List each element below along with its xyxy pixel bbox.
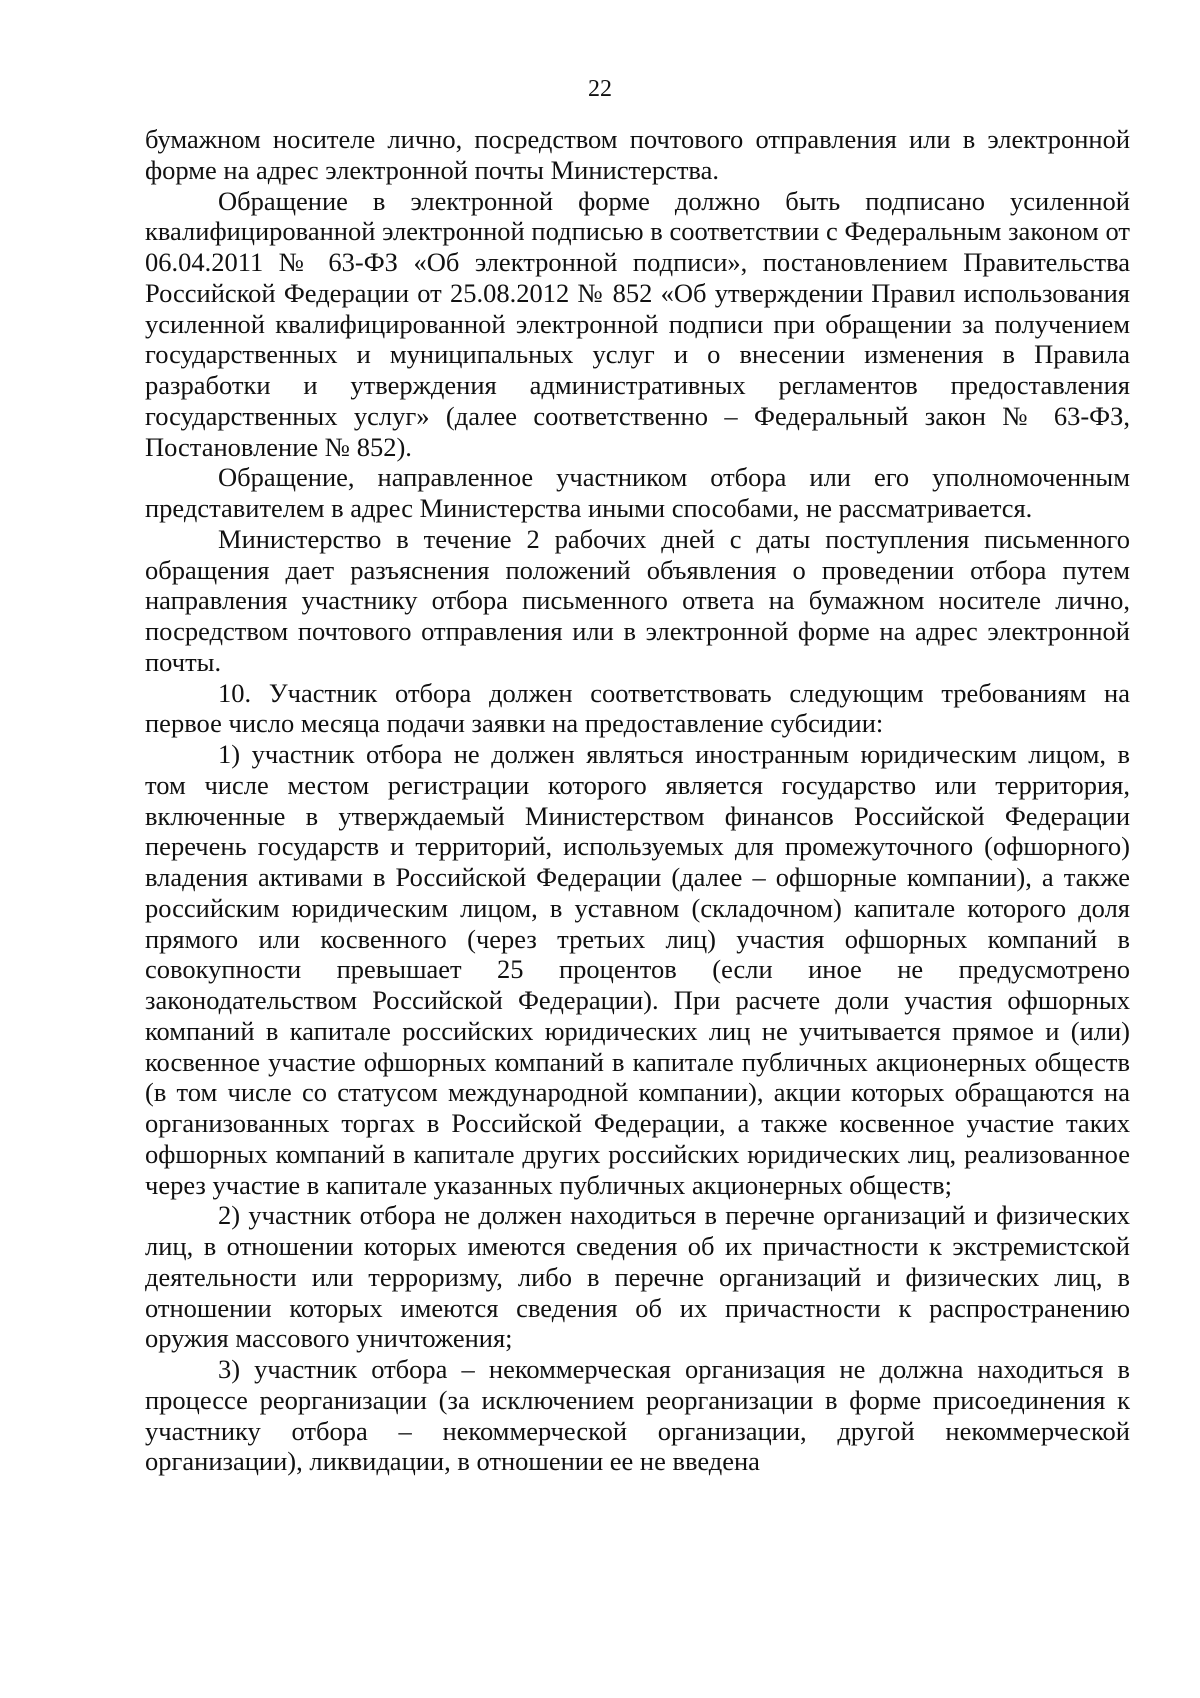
document-body	[145, 124, 1130, 1477]
paragraph-requirement-3: 3) участник отбора – некоммерческая организация не должна находиться в процессе реорганизации (за исключением реорганизации в форме присоединения к участнику отбора – некоммерческой организации, другой некоммерческой организации), ликвидации, в отношении ее не введена	[145, 1354, 1130, 1477]
paragraph-other-methods: Обращение, направленное участником отбора или его уполномоченным представителем в адрес Министерства иными способами, не рассматривается.	[145, 462, 1130, 523]
paragraph-requirement-1: 1) участник отбора не должен являться иностранным юридическим лицом, в том числе местом регистрации которого является государство или территория, включенные в утверждаемый Министерством финансов Российской Федерации перечень государств и территорий, используемых для промежуточного (офшорного) владения активами в Российской Федерации (далее – офшорные компании), а также российским юридическим лицом, в уставном (складочном) капитале которого доля прямого или косвенного (через третьих лиц) участия офшорных компаний в совокупности превышает 25 процентов (если иное не предусмотрено законодательством Российской Федерации). При расчете доли участия офшорных компаний в капитале российских юридических лиц не учитывается прямое и (или) косвенное участие офшорных компаний в капитале публичных акционерных обществ (в том числе со статусом международной компании), акции которых обращаются на организованных торгах в Российской Федерации, а также косвенное участие таких офшорных компаний в капитале других российских юридических лиц, реализованное через участие в капитале указанных публичных акционерных обществ;	[145, 739, 1130, 1200]
paragraph-requirement-2: 2) участник отбора не должен находиться в перечне организаций и физических лиц, в отношении которых имеются сведения об их причастности к экстремистской деятельности или терроризму, либо в перечне организаций и физических лиц, в отношении которых имеются сведения об их причастности к распространению оружия массового уничтожения;	[145, 1200, 1130, 1354]
paragraph-electronic-signature: Обращение в электронной форме должно быть подписано усиленной квалифицированной электронной подписью в соответствии с Федеральным законом от 06.04.2011 № 63-ФЗ «Об электронной подписи», постановлением Правительства Российской Федерации от 25.08.2012 № 852 «Об утверждении Правил использования усиленной квалифицированной электронной подписи при обращении за получением государственных и муниципальных услуг и о внесении изменения в Правила разработки и утверждения административных регламентов предоставления государственных услуг» (далее соответственно – Федеральный закон № 63-ФЗ, Постановление № 852).	[145, 185, 1130, 462]
page-number: 22	[588, 76, 612, 102]
paragraph-requirements-intro: 10. Участник отбора должен соответствовать следующим требованиям на первое число месяца подачи заявки на предоставление субсидии:	[145, 677, 1130, 739]
paragraph-ministry-response: Министерство в течение 2 рабочих дней с даты поступления письменного обращения дает разъяснения положений объявления о проведении отбора путем направления участнику отбора письменного ответа на бумажном носителе лично, посредством почтового отправления или в электронной форме на адрес электронной почты.	[145, 523, 1130, 677]
paragraph-continuation: бумажном носителе лично, посредством почтового отправления или в электронной форме на адрес электронной почты Министерства.	[145, 124, 1130, 185]
